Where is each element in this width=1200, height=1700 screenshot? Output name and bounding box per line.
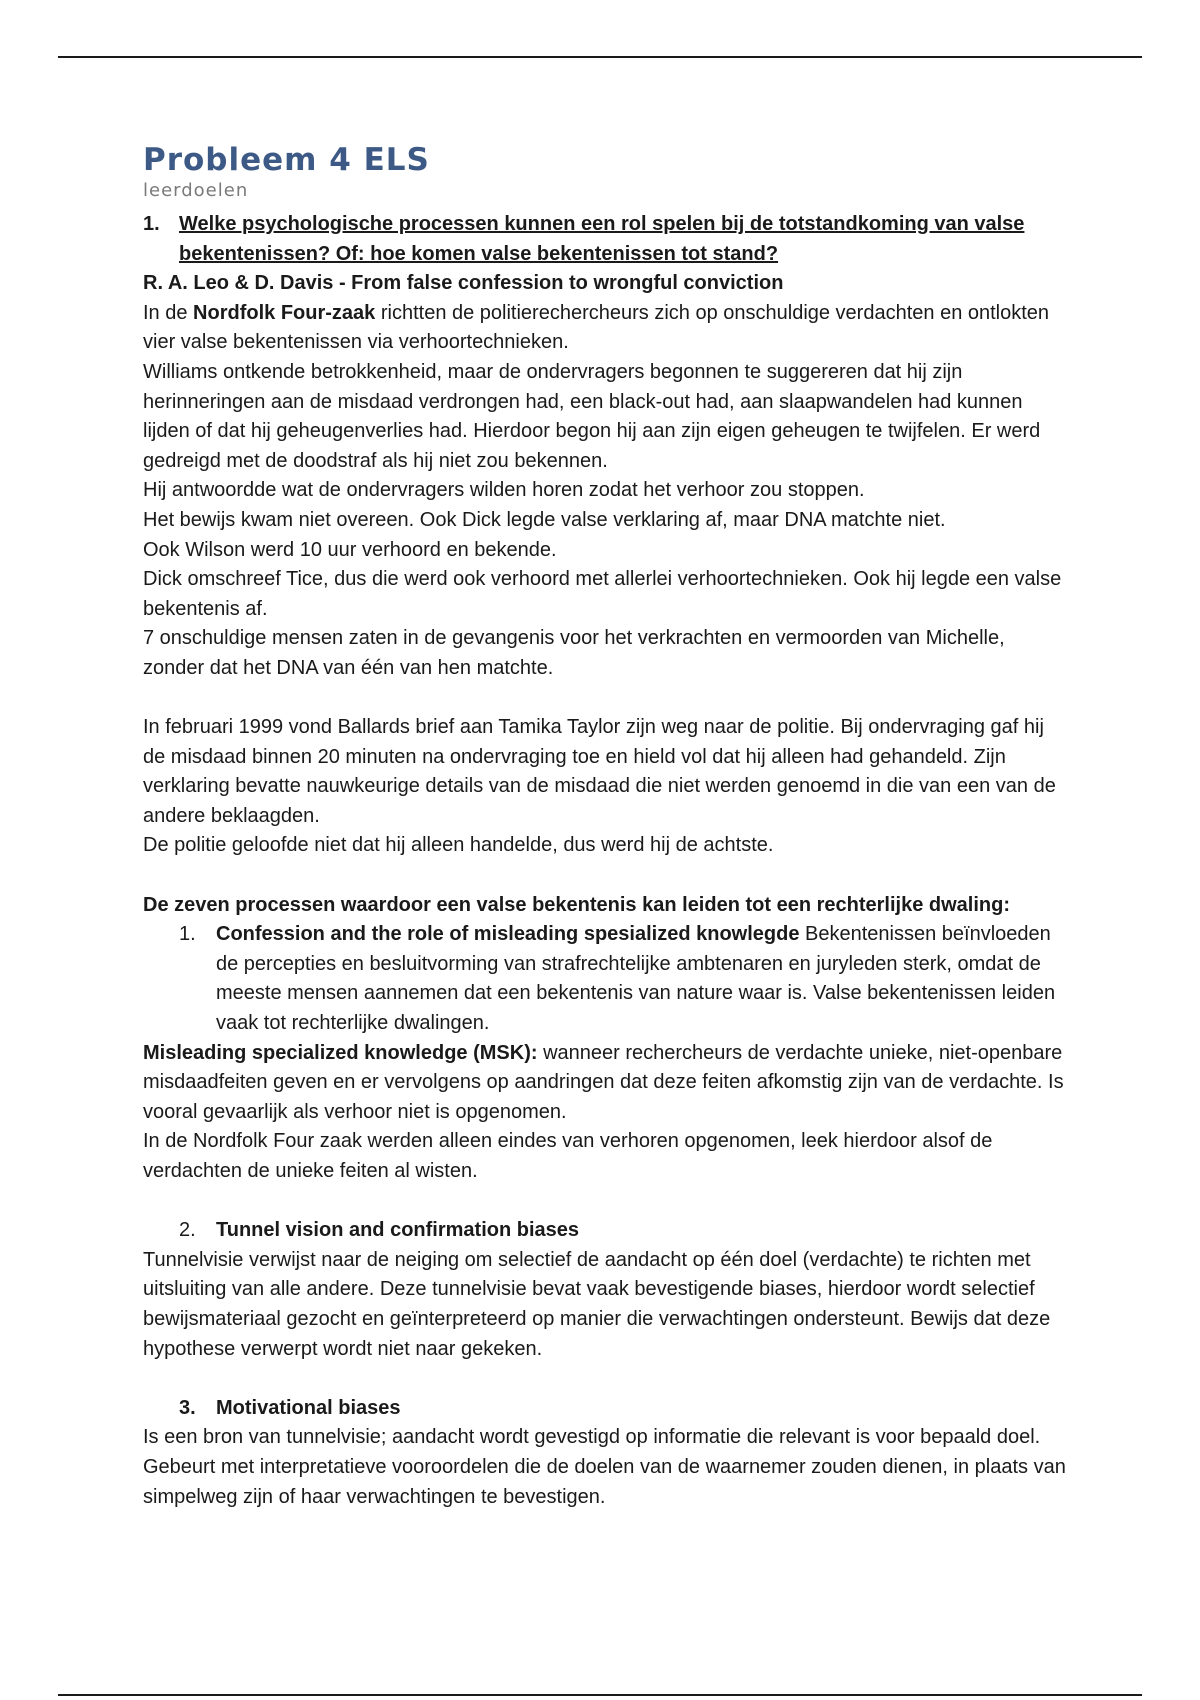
paragraph-wilson: Ook Wilson werd 10 uur verhoord en bekende.	[143, 538, 557, 561]
process-2-number: 2.	[179, 1219, 196, 1242]
paragraph-evidence: Het bewijs kwam niet overeen. Ook Dick legde valse verklaring af, maar DNA matchte niet.	[143, 508, 946, 531]
msk-term: Misleading specialized knowledge (MSK):	[143, 1041, 538, 1064]
process-1-body	[216, 920, 1068, 1038]
question-1-text: Welke psychologische processen kunnen een rol spelen bij de totstandkoming van valse bekentenissen? Of: hoe komen valse bekentenissen tot stand?	[179, 213, 1025, 265]
process-1-number: 1.	[179, 923, 196, 946]
spacer	[143, 861, 1068, 891]
process-3	[143, 1394, 1068, 1424]
process-2-text: Tunnelvisie verwijst naar de neiging om selectief de aandacht op één doel (verdachte) te richten met uitsluiting van alle andere. Deze tunnelvisie bevat vaak bevestigende biases, hierdoor wordt selectief bewijsmateriaal gezocht en geïnterpreteerd op manier die verwachtingen ondersteunt. Bewijs dat deze hypothese verwerpt wordt niet naar gekeken.	[143, 1248, 1051, 1360]
process-1	[143, 920, 1068, 1038]
source-reference: R. A. Leo & D. Davis - From false confession to wrongful conviction	[143, 272, 784, 295]
paragraph-seven-innocent: 7 onschuldige mensen zaten in de gevangenis voor het verkrachten en vermoorden van Michelle, zonder dat het DNA van één van hen matchte.	[143, 627, 1005, 679]
processes-heading: De zeven processen waardoor een valse bekentenis kan leiden tot een rechterlijke dwaling:	[143, 893, 1010, 916]
header-rule	[58, 56, 1142, 58]
footer-rule	[58, 1694, 1142, 1696]
process-2	[143, 1216, 1068, 1246]
msk-paragraph	[143, 1039, 1068, 1128]
spacer	[143, 684, 1068, 714]
process-2-heading: Tunnel vision and confirmation biases	[216, 1219, 580, 1242]
process-1-text: Bekentenissen beïnvloeden de percepties en besluitvorming van strafrechtelijke ambtenaren en juryleden sterk, omdat de meeste mensen aannemen dat een bekentenis van nature waar is. Valse bekentenissen leiden vaak tot rechterlijke dwalingen.	[216, 923, 1056, 1035]
intro-pre: In de	[143, 301, 194, 324]
question-1-number: 1.	[143, 213, 160, 235]
spacer	[143, 1187, 1068, 1217]
document-subtitle: leerdoelen	[143, 180, 249, 201]
document-page	[143, 140, 1068, 1512]
spacer	[143, 1364, 1068, 1394]
intro-case-name: Nordfolk Four-zaak	[193, 301, 376, 324]
question-1	[143, 210, 1068, 269]
paragraph-tice: Dick omschreef Tice, dus die werd ook verhoord met allerlei verhoortechnieken. Ook hij legde een valse bekentenis af.	[143, 568, 1062, 620]
msk-example: In de Nordfolk Four zaak werden alleen eindes van verhoren opgenomen, leek hierdoor alsof de verdachten de unieke feiten al wisten.	[143, 1130, 993, 1182]
paragraph-williams: Williams ontkende betrokkenheid, maar de ondervragers begonnen te suggereren dat hij zijn herinneringen aan de misdaad verdrongen had, een black-out had, aan slaapwandelen had kunnen lijden of dat hij geheugenverlies had. Hierdoor begon hij aan zijn eigen geheugen te twijfelen. Er werd gedreigd met de doodstraf als hij niet zou bekennen.	[143, 360, 1041, 472]
msk-text: wanneer rechercheurs de verdachte unieke, niet-openbare misdaadfeiten geven en er vervolgens op aandringen dat deze feiten afkomstig zijn van de verdachte. Is vooral gevaarlijk als verhoor niet is opgenomen.	[143, 1041, 1064, 1123]
paragraph-ballard: In februari 1999 vond Ballards brief aan Tamika Taylor zijn weg naar de politie. Bij ondervraging gaf hij de misdaad binnen 20 minuten na ondervraging toe en hield vol dat hij alleen had gehandeld. Zijn verklaring bevatte nauwkeurige details van de misdaad die niet werden genoemd in die van een van de andere beklaagden.	[143, 716, 1056, 827]
intro-paragraph	[143, 299, 1068, 358]
paragraph-eighth: De politie geloofde niet dat hij alleen handelde, dus werd hij de achtste.	[143, 834, 774, 857]
document-title: Probleem 4 ELS	[143, 142, 430, 178]
process-3-heading: Motivational biases	[216, 1396, 401, 1419]
process-3-text: Is een bron van tunnelvisie; aandacht wordt gevestigd op informatie die relevant is voor bepaald doel. Gebeurt met interpretatieve vooroordelen die de doelen van de waarnemer zouden dienen, in plaats van simpelweg zijn of haar verwachtingen te bevestigen.	[143, 1426, 1066, 1508]
process-1-heading: Confession and the role of misleading spesialized knowlegde	[216, 923, 800, 946]
intro-post: richtten de politierechercheurs zich op onschuldige verdachten en ontlokten vier valse bekentenissen via verhoortechnieken.	[143, 301, 1050, 354]
paragraph-answered: Hij antwoordde wat de ondervragers wilden horen zodat het verhoor zou stoppen.	[143, 479, 865, 502]
process-3-number: 3.	[179, 1396, 196, 1419]
